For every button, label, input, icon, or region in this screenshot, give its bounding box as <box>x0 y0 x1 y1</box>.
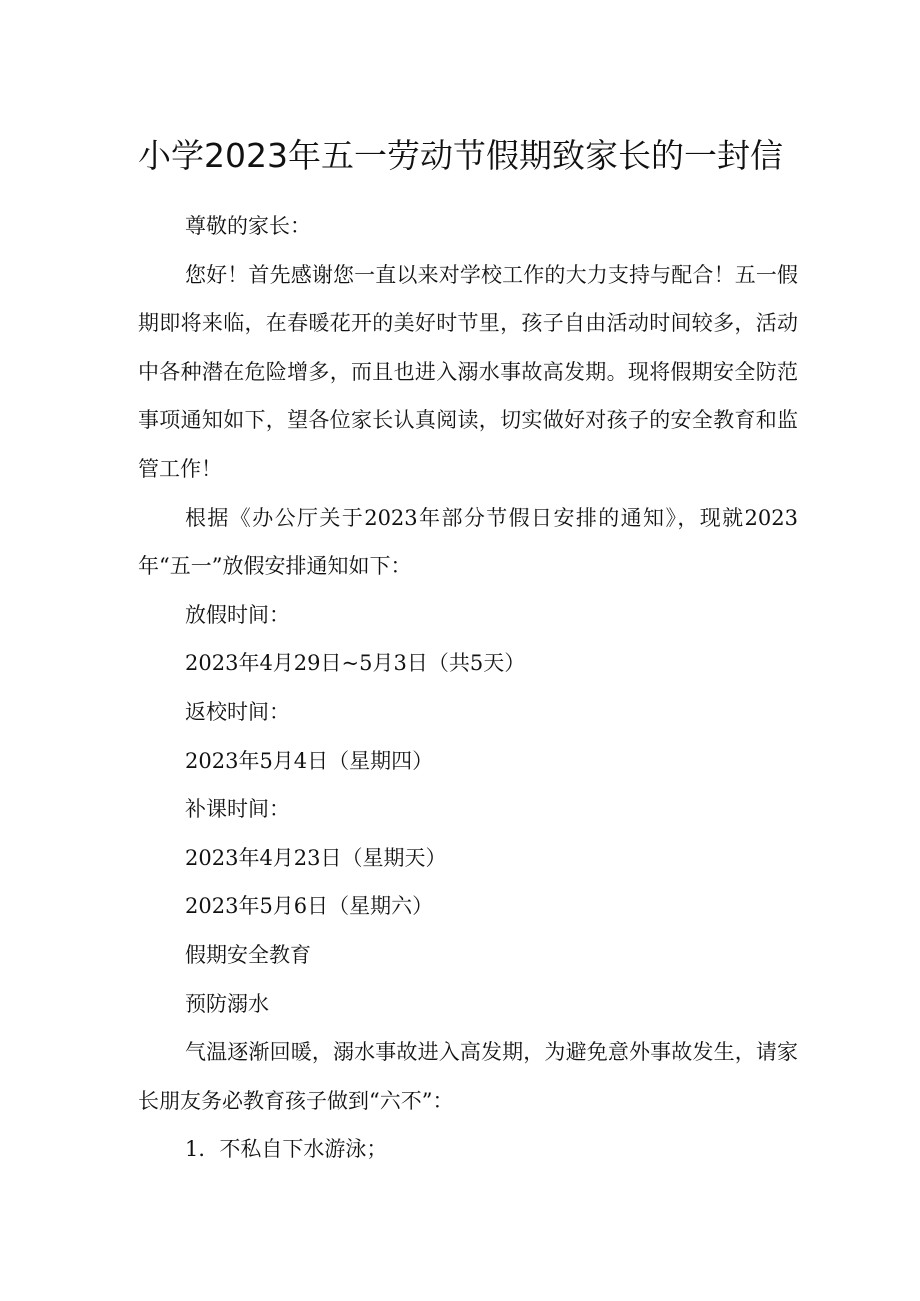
safety-education-heading: 假期安全教育 <box>185 942 311 967</box>
makeup-time-value-2: 2023年5月6日（星期六） <box>185 894 434 919</box>
makeup-time-label: 补课时间： <box>185 797 290 822</box>
return-time-label: 返校时间： <box>185 699 290 724</box>
document-body <box>138 202 798 1174</box>
drowning-warning-paragraph: 气温逐渐回暖，溺水事故进入高发期，为避免意外事故发生，请家长朋友务必教育孩子做到“六不”： <box>138 1040 798 1113</box>
document-title: 小学2023年五一劳动节假期致家长的一封信 <box>138 136 783 175</box>
salutation: 尊敬的家长： <box>185 214 311 238</box>
drowning-prevention-heading: 预防溺水 <box>185 991 269 1016</box>
holiday-time-label: 放假时间： <box>185 602 290 627</box>
rule-item-1: 1．不私自下水游泳； <box>185 1137 388 1162</box>
makeup-time-value-1: 2023年4月23日（星期天） <box>185 845 447 870</box>
holiday-notice-paragraph: 根据《办公厅关于2023年部分节假日安排的通知》，现就2023年“五一”放假安排通知如下： <box>138 505 798 579</box>
return-time-value: 2023年5月4日（星期四） <box>185 748 434 773</box>
holiday-time-value: 2023年4月29日~5月3日（共5天） <box>185 651 526 676</box>
intro-paragraph: 您好！首先感谢您一直以来对学校工作的大力支持与配合！五一假期即将来临，在春暖花开的美好时节里，孩子自由活动时间较多，活动中各种潜在危险增多，而且也进入溺水事故高发期。现将假期安全防范事项通知如下，望各位家长认真阅读，切实做好对孩子的安全教育和监管工作！ <box>138 262 798 481</box>
